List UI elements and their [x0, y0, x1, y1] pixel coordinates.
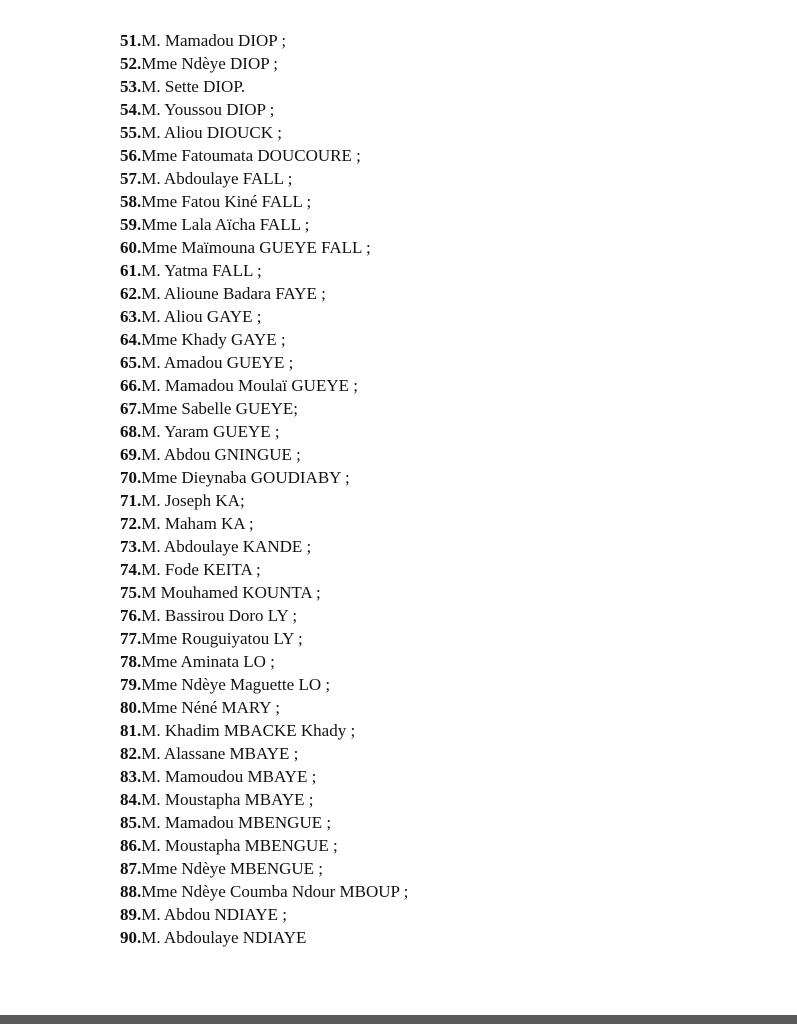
- entry-name: M. Mamadou DIOP ;: [141, 31, 287, 50]
- entry-name: M. Maham KA ;: [141, 514, 254, 533]
- entry-number: 76.: [120, 606, 142, 625]
- list-item: [120, 834, 408, 857]
- entry-number: 64.: [120, 330, 142, 349]
- entry-name: Mme Fatou Kiné FALL ;: [141, 192, 312, 211]
- entry-name: M. Abdoulaye NDIAYE: [141, 928, 307, 947]
- list-item: [120, 719, 408, 742]
- list-item: [120, 926, 408, 949]
- entry-name: Mme Néné MARY ;: [141, 698, 280, 717]
- entry-number: 56.: [120, 146, 142, 165]
- entry-number: 74.: [120, 560, 142, 579]
- entry-name: Mme Aminata LO ;: [141, 652, 275, 671]
- entry-name: Mme Fatoumata DOUCOURE ;: [141, 146, 361, 165]
- list-item: [120, 558, 408, 581]
- entry-number: 81.: [120, 721, 142, 740]
- entry-number: 90.: [120, 928, 142, 947]
- list-item: [120, 282, 408, 305]
- entry-number: 70.: [120, 468, 142, 487]
- entry-number: 66.: [120, 376, 142, 395]
- list-item: [120, 75, 408, 98]
- entry-name: Mme Rouguiyatou LY ;: [141, 629, 303, 648]
- list-item: [120, 144, 408, 167]
- list-item: [120, 190, 408, 213]
- entry-number: 87.: [120, 859, 142, 878]
- list-item: [120, 52, 408, 75]
- list-item: [120, 880, 408, 903]
- entry-number: 60.: [120, 238, 142, 257]
- entry-number: 58.: [120, 192, 142, 211]
- entry-name: M. Khadim MBACKE Khady ;: [141, 721, 356, 740]
- bottom-bar: [0, 1015, 797, 1024]
- entry-name: M. Alassane MBAYE ;: [141, 744, 299, 763]
- list-item: [120, 29, 408, 52]
- entry-number: 69.: [120, 445, 142, 464]
- list-item: [120, 420, 408, 443]
- list-item: [120, 765, 408, 788]
- list-item: [120, 742, 408, 765]
- list-item: [120, 236, 408, 259]
- entry-name: M. Fode KEITA ;: [141, 560, 261, 579]
- entry-name: Mme Ndèye DIOP ;: [141, 54, 279, 73]
- list-item: [120, 627, 408, 650]
- entry-name: M. Abdoulaye FALL ;: [141, 169, 293, 188]
- entry-number: 52.: [120, 54, 142, 73]
- entry-name: M. Moustapha MBENGUE ;: [141, 836, 338, 855]
- entry-name: M. Mamadou Moulaï GUEYE ;: [141, 376, 358, 395]
- entry-number: 63.: [120, 307, 142, 326]
- list-item: [120, 213, 408, 236]
- entry-name: Mme Dieynaba GOUDIABY ;: [141, 468, 350, 487]
- list-item: [120, 397, 408, 420]
- list-item: [120, 857, 408, 880]
- list-item: [120, 696, 408, 719]
- entry-name: M. Joseph KA;: [141, 491, 245, 510]
- entry-number: 71.: [120, 491, 142, 510]
- entry-name: M. Alioune Badara FAYE ;: [141, 284, 326, 303]
- list-item: [120, 788, 408, 811]
- entry-number: 86.: [120, 836, 142, 855]
- entry-name: M. Abdou NDIAYE ;: [141, 905, 288, 924]
- list-item: [120, 443, 408, 466]
- list-item: [120, 903, 408, 926]
- entry-number: 59.: [120, 215, 142, 234]
- entry-number: 55.: [120, 123, 142, 142]
- list-item: [120, 489, 408, 512]
- entry-name: M. Aliou GAYE ;: [141, 307, 262, 326]
- entry-name: Mme Ndèye MBENGUE ;: [141, 859, 324, 878]
- entry-name: M. Yaram GUEYE ;: [141, 422, 280, 441]
- list-item: [120, 328, 408, 351]
- entry-number: 88.: [120, 882, 142, 901]
- entry-number: 80.: [120, 698, 142, 717]
- entry-number: 83.: [120, 767, 142, 786]
- entry-name: M. Moustapha MBAYE ;: [141, 790, 314, 809]
- list-item: [120, 673, 408, 696]
- entry-name: M. Aliou DIOUCK ;: [141, 123, 282, 142]
- entry-name: M. Youssou DIOP ;: [141, 100, 275, 119]
- list-item: [120, 811, 408, 834]
- entry-name: M. Sette DIOP.: [141, 77, 246, 96]
- entry-name: M. Abdou GNINGUE ;: [141, 445, 301, 464]
- entry-number: 51.: [120, 31, 142, 50]
- list-item: [120, 305, 408, 328]
- entry-number: 68.: [120, 422, 142, 441]
- list-item: [120, 259, 408, 282]
- entry-number: 53.: [120, 77, 142, 96]
- entry-number: 72.: [120, 514, 142, 533]
- entry-name: Mme Maïmouna GUEYE FALL ;: [141, 238, 371, 257]
- entry-number: 85.: [120, 813, 142, 832]
- entry-number: 75.: [120, 583, 142, 602]
- entry-name: M Mouhamed KOUNTA ;: [141, 583, 321, 602]
- entry-number: 62.: [120, 284, 142, 303]
- list-item: [120, 121, 408, 144]
- list-item: [120, 604, 408, 627]
- entry-number: 84.: [120, 790, 142, 809]
- entry-number: 79.: [120, 675, 142, 694]
- list-item: [120, 98, 408, 121]
- entry-name: Mme Ndèye Coumba Ndour MBOUP ;: [141, 882, 409, 901]
- list-item: [120, 466, 408, 489]
- entry-number: 78.: [120, 652, 142, 671]
- entry-name: Mme Khady GAYE ;: [141, 330, 286, 349]
- entry-number: 89.: [120, 905, 142, 924]
- list-item: [120, 535, 408, 558]
- entry-name: M. Bassirou Doro LY ;: [141, 606, 298, 625]
- entry-name: Mme Ndèye Maguette LO ;: [141, 675, 331, 694]
- entry-name: M. Yatma FALL ;: [141, 261, 262, 280]
- entry-number: 67.: [120, 399, 142, 418]
- list-item: [120, 351, 408, 374]
- entry-number: 61.: [120, 261, 142, 280]
- list-item: [120, 374, 408, 397]
- list-item: [120, 650, 408, 673]
- entry-name: M. Amadou GUEYE ;: [141, 353, 294, 372]
- entry-number: 65.: [120, 353, 142, 372]
- entry-name: Mme Lala Aïcha FALL ;: [141, 215, 310, 234]
- entry-number: 57.: [120, 169, 142, 188]
- list-item: [120, 512, 408, 535]
- entry-name: M. Mamoudou MBAYE ;: [141, 767, 317, 786]
- entry-name: M. Mamadou MBENGUE ;: [141, 813, 332, 832]
- list-item: [120, 167, 408, 190]
- entry-number: 82.: [120, 744, 142, 763]
- entry-number: 77.: [120, 629, 142, 648]
- entry-number: 54.: [120, 100, 142, 119]
- name-list: [120, 29, 408, 949]
- list-item: [120, 581, 408, 604]
- entry-name: Mme Sabelle GUEYE;: [141, 399, 298, 418]
- entry-number: 73.: [120, 537, 142, 556]
- entry-name: M. Abdoulaye KANDE ;: [141, 537, 312, 556]
